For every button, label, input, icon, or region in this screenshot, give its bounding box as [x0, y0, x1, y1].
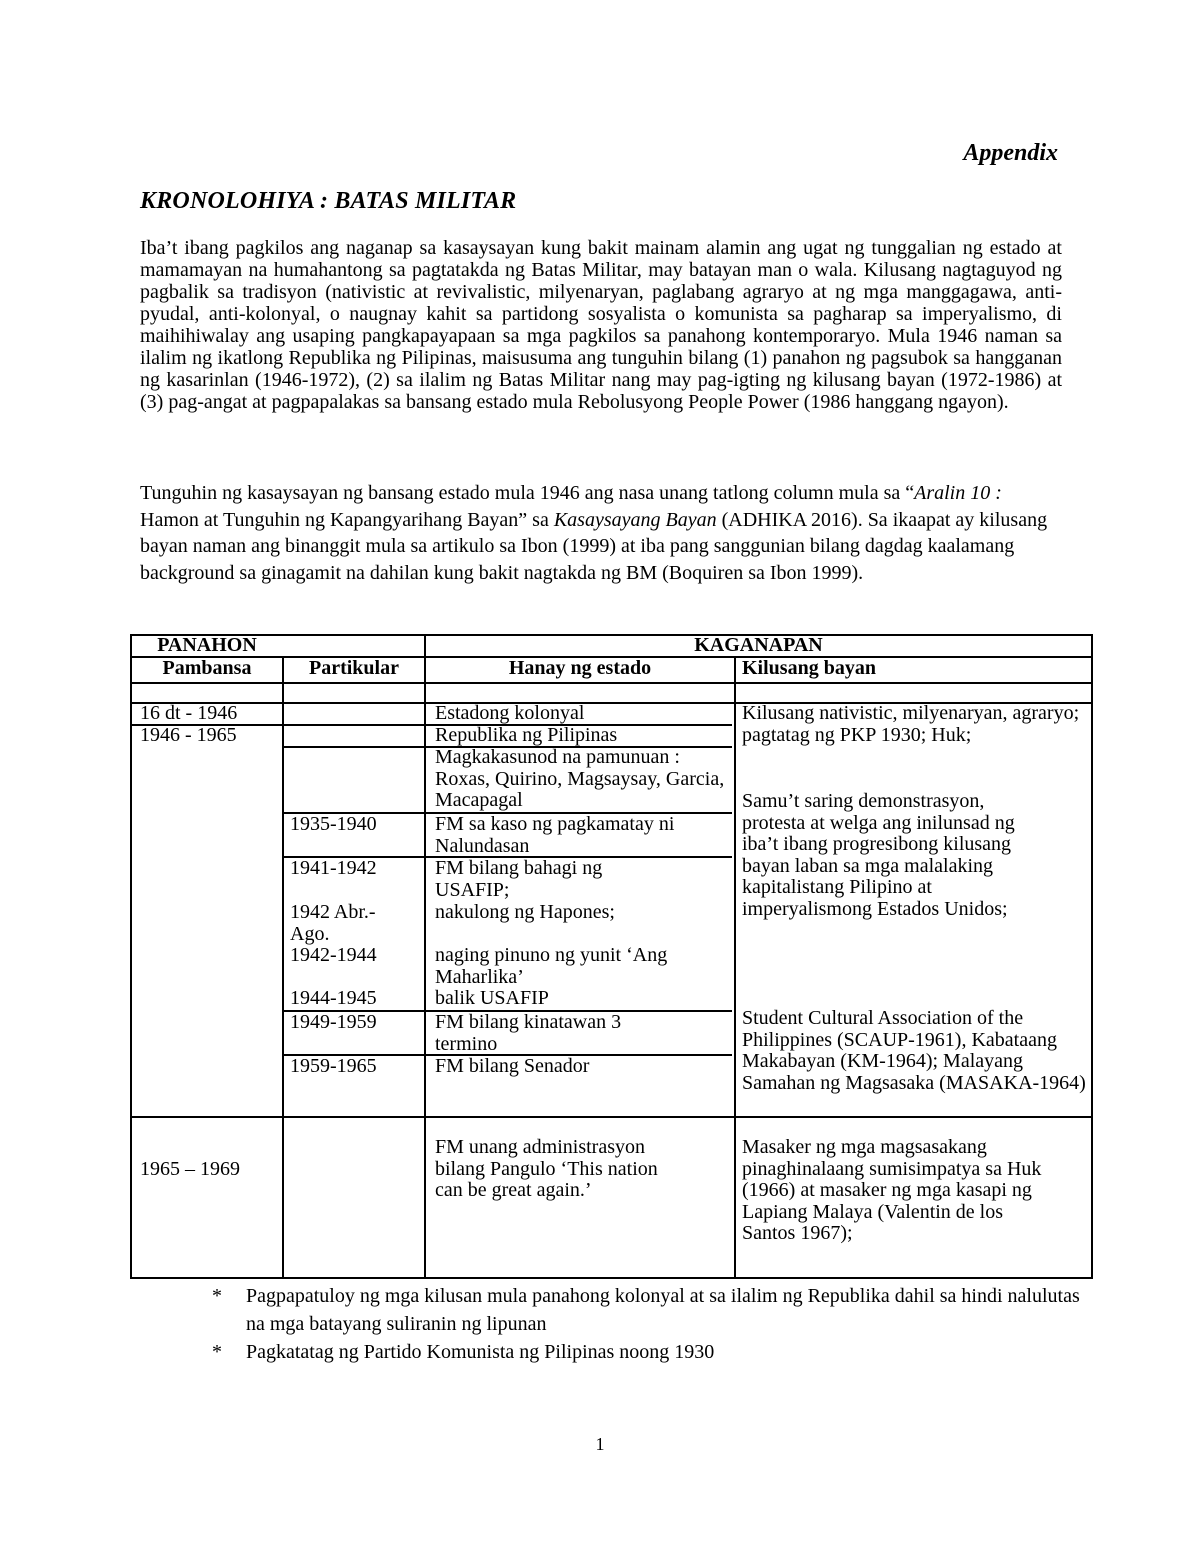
cell-1949-1959: 1949-1959	[290, 1011, 377, 1033]
page-number: 1	[595, 1434, 605, 1454]
cell-scaup: Student Cultural Association of the Philippines (SCAUP-1961), Kabataang Makabayan (KM-1964); Malayang Samahan ng Magsasaka (MASAKA-1964)	[742, 1007, 1086, 1094]
cell-nalundasan: FM sa kaso ng pagkamatay ni Nalundasan	[435, 813, 675, 857]
header-kaganapan: KAGANAPAN	[694, 634, 823, 656]
p2-text-3: (ADHIKA 2016). Sa ikaapat ay kilusang bayan naman ang binanggit mula sa artikulo sa Ibon (1999) at iba pang sanggunian bilang dagdag kaalamang background sa ginagamit na dahilan kung bakit nagtakda ng BM (Boquiren sa Ibon 1999).	[140, 508, 1048, 584]
cell-1946-1965: 1946 - 1965	[140, 724, 237, 746]
cell-unang-administrasyon: FM unang administrasyon bilang Pangulo ‘This nation can be great again.’	[435, 1136, 658, 1201]
intro-paragraph-2	[140, 480, 1062, 586]
cell-demonstrasyon: Samu’t saring demonstrasyon, protesta at welga ang inilunsad ng iba’t ibang progresibong kilusang bayan laban sa mga malalaking kapitalistang Pilipino at imperyalismong Estados Unidos;	[742, 790, 1015, 920]
cell-1941-1942: 1941-1942	[290, 857, 377, 879]
bullet-star-icon: *	[212, 1285, 222, 1307]
cell-1942-abr-ago: 1942 Abr.- Ago.	[290, 901, 376, 945]
bullet-star-icon: *	[212, 1341, 222, 1363]
note-item	[140, 1338, 1080, 1366]
cell-kinatawan: FM bilang kinatawan 3 termino	[435, 1011, 622, 1055]
p2-text-1: Tunguhin ng kasaysayan ng bansang estado mula 1946 ang nasa unang tatlong column mula sa “	[140, 482, 915, 504]
cell-balik-usafip: balik USAFIP	[435, 987, 549, 1009]
cell-estadong-kolonyal: Estadong kolonyal	[435, 702, 585, 724]
note-item	[140, 1282, 1080, 1338]
note-text: Pagkatatag ng Partido Komunista ng Pilipinas noong 1930	[246, 1341, 715, 1363]
cell-16dt-1946: 16 dt - 1946	[140, 702, 238, 724]
footnotes	[140, 1282, 1080, 1366]
intro-paragraph-1: Iba’t ibang pagkilos ang naganap sa kasaysayan kung bakit mainam alamin ang ugat ng tunggalian ng estado at mamamayan na humahantong sa pagtatakda ng Batas Militar, may batayan man o wala. Kilusang nagtaguyod ng pagbalik sa tradisyon (nativistic at revivalistic, milyenaryan, paglabang agraryo at ng mga manggagawa, anti-pyudal, anti-kolonyal, o naugnay kahit sa partidong sosyalista o komunista sa pagharap sa imperyalismo, di maihihiwalay ang usaping pangkapayapaan sa mga pagkilos sa panahong kontemporaryo. Mula 1946 naman sa ilalim ng ikatlong Republika ng Pilipinas, maisusuma ang tunguhin bilang (1) panahon ng pagsubok sa hangganan ng kasarinlan (1946-1972), (2) sa ilalim ng Batas Militar nang may pag-igting ng kilusang bayan (1972-1986) at (3) pag-angat at pagpapalakas sa bansang estado mula Rebolusyong People Power (1986 hanggang ngayon).	[140, 237, 1062, 413]
cell-1944-1945: 1944-1945	[290, 987, 377, 1009]
p2-italic-2: Kasaysayang Bayan	[553, 508, 717, 531]
cell-usafip: FM bilang bahagi ng USAFIP;	[435, 857, 603, 901]
cell-hapones: nakulong ng Hapones;	[435, 901, 615, 923]
cell-masaker: Masaker ng mga magsasakang pinaghinalaang sumisimpatya sa Huk (1966) at masaker ng mga kasapi ng Lapiang Malaya (Valentin de los Santos 1967);	[742, 1136, 1042, 1244]
cell-republika: Republika ng Pilipinas	[435, 724, 618, 746]
vrule-2	[424, 636, 426, 1279]
p2-italic-1: Aralin 10 :	[914, 482, 1002, 504]
cell-senador: FM bilang Senador	[435, 1055, 590, 1077]
cell-kilusang-nativistic: Kilusang nativistic, milyenaryan, agraryo; pagtatag ng PKP 1930; Huk;	[742, 702, 1080, 746]
rule-1965	[132, 1116, 1091, 1118]
rule-subheader	[132, 682, 1091, 684]
vrule-3	[734, 656, 736, 1279]
appendix-label: Appendix	[963, 140, 1058, 166]
header-panahon: PANAHON	[157, 634, 257, 656]
cell-1965-1969: 1965 – 1969	[140, 1158, 240, 1180]
cell-1935-1940: 1935-1940	[290, 813, 377, 835]
chronology-table	[130, 634, 1093, 1279]
cell-pamunuan: Magkakasunod na pamunuan : Roxas, Quirino, Magsaysay, Garcia, Macapagal	[435, 746, 725, 811]
header-pambansa: Pambansa	[162, 657, 252, 679]
note-text: Pagpapatuloy ng mga kilusan mula panahong kolonyal at sa ilalim ng Republika dahil sa hindi nalulutas na mga batayang suliranin ng lipunan	[246, 1285, 1080, 1335]
header-kilusang-bayan: Kilusang bayan	[742, 657, 876, 679]
vrule-1	[282, 656, 284, 1279]
header-partikular: Partikular	[309, 657, 399, 679]
p2-text-2: Hamon at Tunguhin ng Kapangyarihang Bayan” sa	[140, 508, 554, 531]
header-hanay-ng-estado: Hanay ng estado	[508, 657, 652, 679]
cell-maharlika: naging pinuno ng yunit ‘Ang Maharlika’	[435, 944, 668, 988]
cell-1959-1965: 1959-1965	[290, 1055, 377, 1077]
document-title: KRONOLOHIYA : BATAS MILITAR	[140, 188, 517, 214]
cell-1942-1944: 1942-1944	[290, 944, 377, 966]
